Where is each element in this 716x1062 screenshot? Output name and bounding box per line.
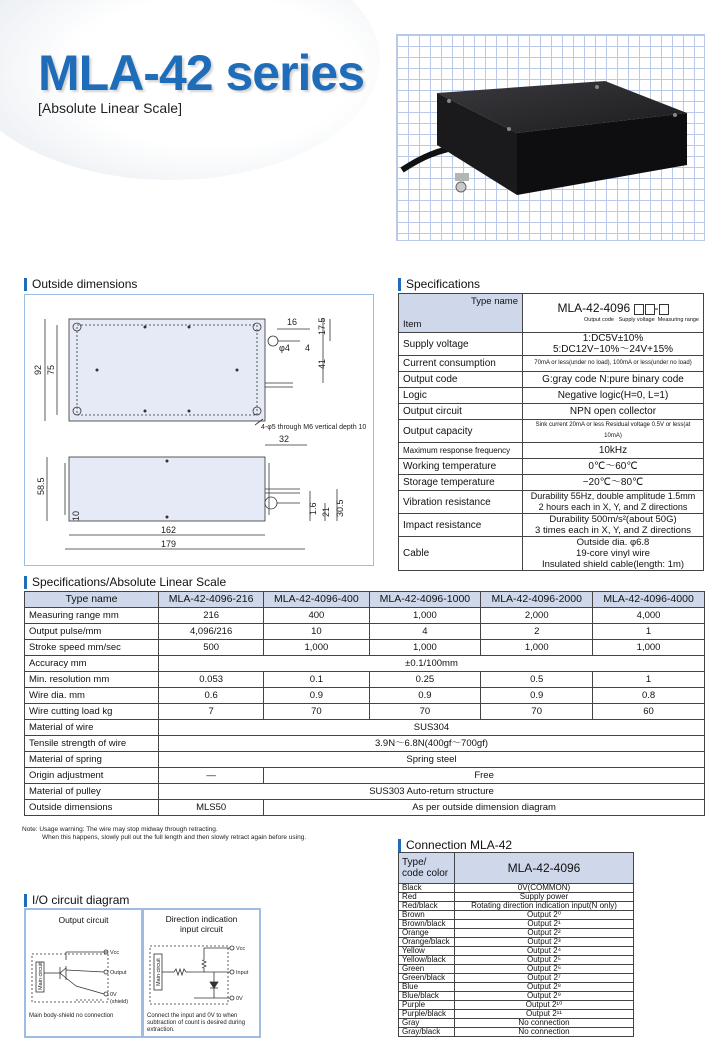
spec-row: Storage temperature −20℃〜80℃ [399,475,704,491]
heading-bar [398,839,401,852]
connection-heading: Connection MLA-42 [398,838,512,852]
direction-note-3: extraction. [147,1027,175,1033]
dimensions-svg [25,295,373,565]
dim-58-5: 58.5 [36,477,46,495]
table-row: Purple/black Output 2¹¹ [399,1010,634,1019]
table-row: Accuracy mm ±0.1/100mm [25,656,705,672]
table-row: Measuring range mm 216 400 1,000 2,000 4,000 [25,608,705,624]
dim-75: 75 [46,364,56,375]
dim-30-5: 30.5 [335,499,345,517]
table-row: Stroke speed mm/sec 500 1,000 1,000 1,000 1,000 [25,640,705,656]
spec-row: Vibration resistance Durability 55Hz, double amplitude 1.5mm 2 hours each in X, Y, and Z directions [399,491,704,514]
spec-row: Output circuit NPN open collector [399,404,704,420]
specs-table [398,293,704,571]
direction-title-1: Direction indication [165,914,238,924]
table-row: Green Output 2⁶ [399,965,634,974]
dim-phi4: φ4 [279,343,290,353]
dimensions-heading: Outside dimensions [24,277,137,291]
dim-41: 41 [317,358,327,369]
table-row: Yellow Output 2⁴ [399,947,634,956]
output-circuit-note: Main body-shield no connection [29,1013,114,1019]
spec-row: Output code G:gray code N:pure binary code [399,372,704,388]
table-row: Black 0V(COMMON) [399,884,634,893]
table-row: Material of pulley SUS303 Auto-return structure [25,784,705,800]
dim-1-6: 1.6 [308,502,318,515]
page-subtitle: [Absolute Linear Scale] [38,100,182,116]
shield-label: (shield) [110,999,129,1005]
vcc-label: Vcc [110,950,120,956]
direction-input-circuit-box [142,908,261,1038]
table-row: Gray No connection [399,1019,634,1028]
specs-type-cell: Type name Item [399,294,523,333]
dim-16: 16 [287,317,298,327]
product-illustration [397,35,704,240]
usage-note-2: When this happens, slowly pull out the full length and then slowly retract again before using. [42,834,307,841]
ov-label: 0V [110,992,117,998]
dim-32: 32 [279,434,290,444]
spec-row: Maximum response frequency 10kHz [399,443,704,459]
ov-label-2: 0V [236,996,243,1002]
main-circuit-label-2: Main circuit [156,958,162,986]
abs-specs-heading: Specifications/Absolute Linear Scale [24,575,226,589]
dim-162: 162 [161,525,177,535]
direction-note-2: subtraction of count is desired during [147,1020,246,1026]
table-row: Red Supply power [399,893,634,902]
table-row: Red/black Rotating direction indication input(N only) [399,902,634,911]
table-row: Origin adjustment — Free [25,768,705,784]
abs-specs-header-row: Type name MLA-42-4096-216 MLA-42-4096-400 MLA-42-4096-1000 MLA-42-4096-2000 MLA-42-4096-4000 [25,592,705,608]
output-circuit-box [24,908,143,1038]
spec-row: Cable Outside dia. φ6.8 19-core vinyl wire Insulated shield cable(length: 1m) [399,537,704,571]
table-row: Tensile strength of wire 3.9N〜6.8N(400gf〜700gf) [25,736,705,752]
table-row: Orange/black Output 2³ [399,938,634,947]
vcc-label-2: Vcc [236,946,246,952]
table-row: Outside dimensions MLS50 As per outside dimension diagram [25,800,705,816]
usage-note-1: Note: Usage warning: The wire may stop midway through retracting. [22,826,218,833]
table-row: Wire cutting load kg 7 70 70 70 60 [25,704,705,720]
table-row: Yellow/black Output 2⁵ [399,956,634,965]
specs-heading: Specifications [398,277,480,291]
dim-10: 10 [71,510,81,521]
spec-row: Working temperature 0℃〜60℃ [399,459,704,475]
table-row: Brown Output 2⁰ [399,911,634,920]
table-row: Output pulse/mm 4,096/216 10 4 2 1 [25,624,705,640]
dim-92: 92 [33,364,43,375]
abs-specs-table [24,591,705,816]
connection-table [398,852,634,1037]
dim-21: 21 [321,506,331,517]
heading-bar [398,278,401,291]
output-label: Output [110,970,127,976]
page-title: MLA-42 series [38,45,365,101]
heading-bar [24,278,27,291]
table-row: Orange Output 2² [399,929,634,938]
spec-row: Supply voltage 1:DC5V±10% 5:DC12V−10%〜24V+15% [399,333,704,356]
io-heading: I/O circuit diagram [24,893,129,907]
dimensions-drawing [24,294,374,566]
spec-row: Impact resistance Durability 500m/s²(about 50G) 3 times each in X, Y, and Z directions [399,514,704,537]
table-row: Purple Output 2¹⁰ [399,1001,634,1010]
dim-179: 179 [161,539,177,549]
input-label: Input [236,970,249,976]
table-row: Wire dia. mm 0.6 0.9 0.9 0.9 0.8 [25,688,705,704]
table-row: Blue Output 2⁸ [399,983,634,992]
table-row: Brown/black Output 2¹ [399,920,634,929]
main-circuit-label: Main circuit [38,962,44,990]
spec-row: Output capacity Sink current 20mA or less Residual voltage 0.5V or less(at 10mA) [399,420,704,443]
table-row: Blue/black Output 2⁹ [399,992,634,1001]
direction-title-2: input circuit [180,924,223,934]
direction-circuit-svg [144,938,259,1010]
hole-note: 4-φ5 through M6 vertical depth 10 [261,424,367,431]
heading-bar [24,576,27,589]
output-circuit-svg [26,932,141,1012]
table-row: Min. resolution mm 0.053 0.1 0.25 0.5 1 [25,672,705,688]
dim-17-5: 17.5 [317,317,327,335]
connection-header-row: Type/ code color MLA-42-4096 [399,853,634,884]
table-row: Material of spring Spring steel [25,752,705,768]
table-row: Material of wire SUS304 [25,720,705,736]
product-photo [396,34,705,241]
spec-row: Logic Negative logic(H=0, L=1) [399,388,704,404]
table-row: Gray/black No connection [399,1028,634,1037]
specs-type-value: MLA-42-4096 - Output code Supply voltage Measuring range [523,294,704,333]
heading-bar [24,894,27,907]
table-row: Green/black Output 2⁷ [399,974,634,983]
spec-row: Current consumption 70mA or less(under no load), 100mA or less(under no load) [399,356,704,372]
direction-note-1: Connect the input and 0V to when [147,1013,238,1019]
output-circuit-title: Output circuit [58,915,109,925]
dim-4: 4 [305,343,311,353]
